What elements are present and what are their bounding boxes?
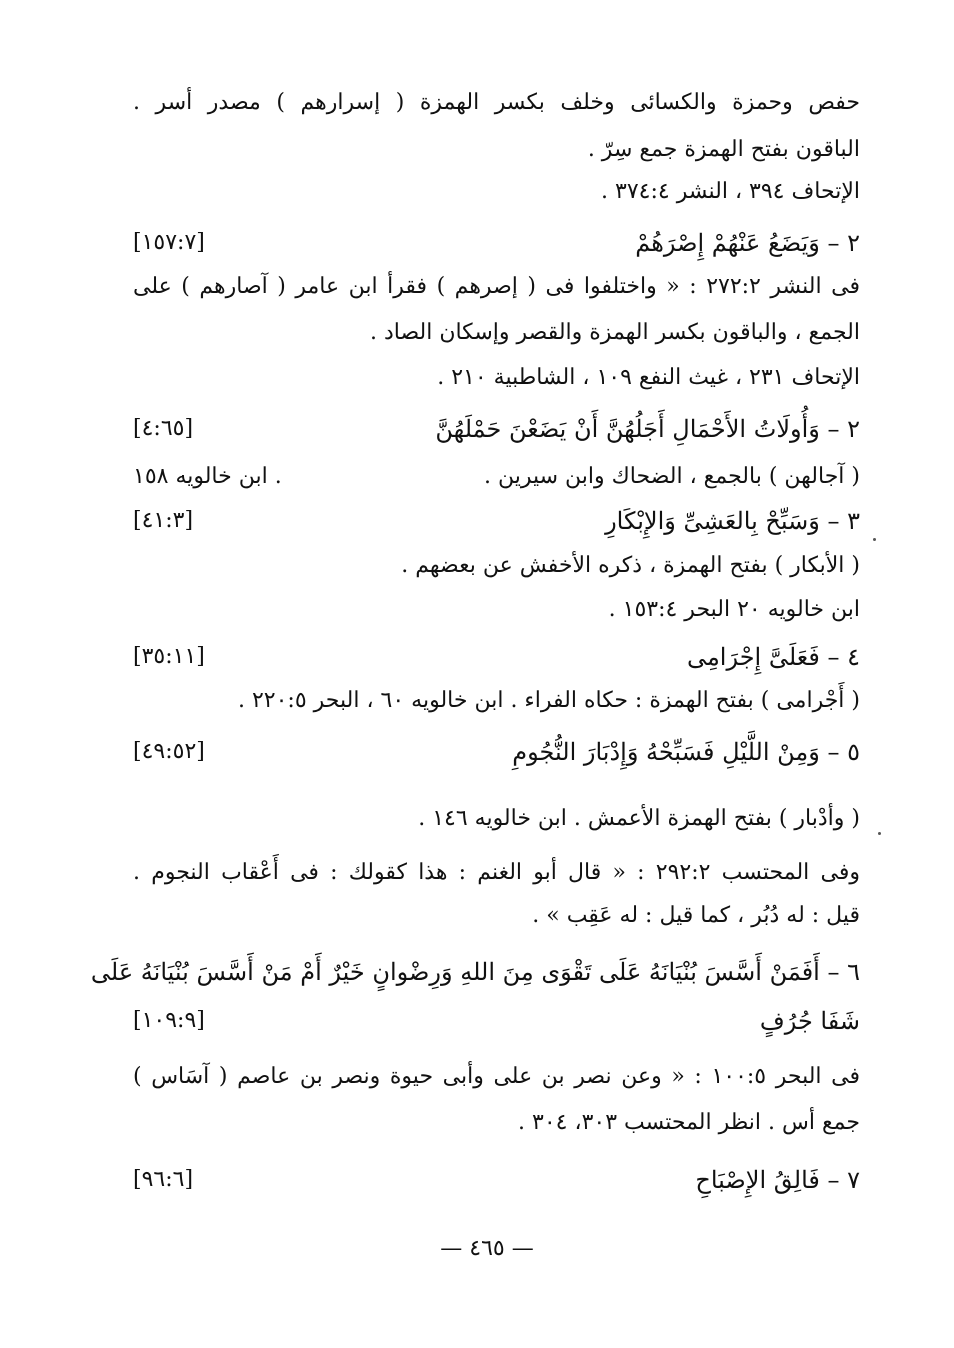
text-line: فى النشر ٢٧٢:٢ : « واختلفوا فى ( إصرهم ) فقرأ ابن عامر ( آصارهم ) على	[133, 274, 860, 299]
verse-reference: [٩٦:٦]	[133, 1167, 194, 1192]
scan-speck	[873, 538, 876, 541]
verse-reference: [١٥٧:٧]	[133, 230, 205, 255]
text-line: ابن خالويه ٢٠ البحر ١٥٣:٤ .	[608, 597, 860, 622]
text-line: الباقون بفتح الهمزة جمع سِرّ .	[587, 137, 860, 162]
verse-line: ٤ – فَعَلَىَّ إِجْرَامِى	[686, 643, 860, 671]
verse-line: ٣ – وَسَبِّحْ بِالعَشِىِّ وَالإِبْكَارِ	[605, 507, 860, 535]
verse-line: ٧ – فَالِقُ الإِصْبَاحِ	[695, 1166, 860, 1194]
text-line: فى البحر ١٠٠:٥ : « وعن نصر بن على وأبى حيوة ونصر بن عاصم ( آسَاس )	[133, 1064, 860, 1089]
verse-line: ٢ – وَيَضَعُ عَنْهُمْ إِصْرَهُمْ	[635, 229, 860, 257]
verse-reference: [٣٥:١١]	[133, 644, 205, 669]
verse-line: شَفَا جُرُفٍ	[759, 1007, 860, 1035]
text-line: وفى المحتسب ٢٩٢:٢ : « قال أبو الغنم : هذا كقولك : فى أَعْقاب النجوم .	[133, 860, 860, 885]
scan-speck	[878, 832, 881, 835]
verse-line: ٢ – وَأُولَاتُ الأَحْمَالِ أَجَلُهُنَّ أَنْ يَضَعْنَ حَمْلَهُنَّ	[435, 415, 860, 443]
verse-line: ٥ – وَمِنْ اللَّيْلِ فَسَبِّحْهُ وَإِدْبَارَ النُّجُومِ	[512, 738, 860, 766]
page-number: — ٤٦٥ —	[440, 1236, 534, 1261]
text-line: ( أَجْرامى ) بفتح الهمزة : حكاه الفراء . ابن خالويه ٦٠ ، البحر ٢٢٠:٥ .	[237, 688, 860, 713]
verse-reference: ابن خالويه ١٥٨ .	[133, 464, 282, 489]
text-line: ( آجالهن ) بالجمع ، الضحاك وابن سيرين .	[484, 464, 860, 489]
text-line: قيل : له دُبُر ، كما قيل : له عَقِب » .	[532, 903, 860, 928]
text-line: حفص وحمزة والكسائى وخلف بكسر الهمزة ( إسرارهم ) مصدر أسر .	[133, 90, 860, 115]
verse-reference: [١٠٩:٩]	[133, 1008, 205, 1033]
text-line: الجمع ، والباقون بكسر الهمزة والقصر وإسكان الصاد .	[369, 320, 860, 345]
text-line: ( وأدْبار ) بفتح الهمزة الأعمش . ابن خالويه ١٤٦ .	[418, 806, 860, 831]
verse-line: ٦ – أَفَمَنْ أَسَّسَ بُنْيَانَهُ عَلَى تَقْوَى مِنَ اللهِ وَرِضْوانٍ خَيْرٌ أَمْ مَنْ أَسَّسَ بُنْيَانَهُ عَلَى	[90, 958, 860, 986]
text-line: الإتحاف ٣٩٤ ، النشر ٣٧٤:٤ .	[601, 179, 860, 204]
verse-reference: [٤٩:٥٢]	[133, 739, 205, 764]
verse-reference: [٤١:٣]	[133, 508, 194, 533]
text-line: الإتحاف ٢٣١ ، غيث النفع ١٠٩ ، الشاطبية ٢١٠ .	[437, 365, 860, 390]
text-line: جمع أس . انظر المحتسب ٣٠٣، ٣٠٤ .	[518, 1110, 860, 1135]
verse-reference: [٤:٦٥]	[133, 416, 194, 441]
text-line: ( الأبكار ) بفتح الهمزة ، ذكره الأخفش عن بعضهم .	[401, 553, 860, 578]
